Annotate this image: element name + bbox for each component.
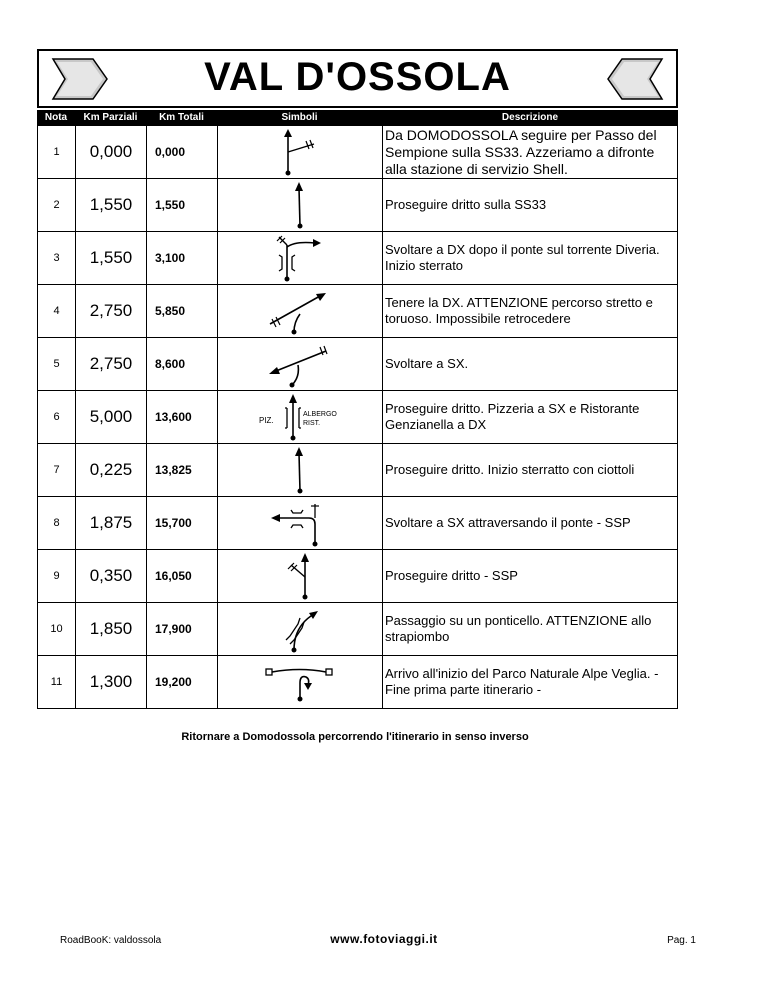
cell-symbol (218, 550, 383, 602)
table-row (38, 391, 677, 444)
table-row (38, 338, 677, 391)
cell-symbol (218, 232, 383, 284)
straight-fork-icon (275, 551, 325, 601)
cell-km-parziali: 1,300 (76, 656, 147, 708)
cell-symbol (218, 444, 383, 496)
table-row (38, 550, 677, 603)
header-km-totali: Km Totali (159, 112, 204, 123)
title-box (37, 49, 678, 108)
cell-descrizione: Proseguire dritto. Inizio sterratto con ciottoli (385, 462, 635, 477)
cell-descrizione: Arrivo all'inizio del Parco Naturale Alpe Veglia. - Fine prima parte itinerario - (385, 666, 659, 697)
header-km-parziali: Km Parziali (83, 112, 138, 123)
left-bridge-icon (265, 498, 335, 548)
left-turn-icon (260, 339, 340, 389)
header-simboli: Simboli (281, 112, 318, 123)
cell-km-totali: 19,200 (147, 656, 218, 708)
small-bridge-icon (270, 604, 330, 654)
cell-nota: 11 (38, 656, 76, 708)
table-row (38, 285, 677, 338)
cell-km-totali: 15,700 (147, 497, 218, 549)
cell-nota: 7 (38, 444, 76, 496)
cell-descrizione: Passaggio su un ponticello. ATTENZIONE allo strapiombo (385, 613, 652, 644)
cell-descrizione: Svoltare a SX attraversando il ponte - SSP (385, 515, 631, 530)
cell-nota: 10 (38, 603, 76, 655)
cell-nota: 2 (38, 179, 76, 231)
cell-km-parziali: 5,000 (76, 391, 147, 443)
cell-descrizione: Da DOMODOSSOLA seguire per Passo del Sempione sulla SS33. Azzeriamo a difronte alla stazione di servizio Shell. (385, 126, 657, 177)
ristorante-label: RIST. (303, 420, 321, 427)
table-row (38, 126, 677, 179)
cell-nota: 5 (38, 338, 76, 390)
cell-descrizione: Svoltare a SX. (385, 356, 469, 371)
cell-km-totali: 1,550 (147, 179, 218, 231)
cell-km-totali: 5,850 (147, 285, 218, 337)
cell-km-totali: 16,050 (147, 550, 218, 602)
table-row (38, 232, 677, 285)
cell-descrizione: Proseguire dritto sulla SS33 (385, 197, 547, 212)
cell-km-parziali: 1,550 (76, 232, 147, 284)
pizzeria-albergo-icon (245, 392, 355, 442)
cell-descrizione: Proseguire dritto - SSP (385, 568, 518, 583)
table-row (38, 603, 677, 656)
table-row (38, 179, 677, 232)
chevron-left-icon (606, 57, 664, 101)
cell-km-totali: 13,825 (147, 444, 218, 496)
cell-km-totali: 17,900 (147, 603, 218, 655)
footer-website[interactable]: www.fotoviaggi.it (330, 932, 438, 946)
cell-km-totali: 3,100 (147, 232, 218, 284)
cell-nota: 1 (38, 126, 76, 178)
right-turn-bridge-icon (265, 233, 335, 283)
cell-km-parziali: 2,750 (76, 285, 147, 337)
return-note: Ritornare a Domodossola percorrendo l'itinerario in senso inverso (181, 731, 529, 743)
cell-km-totali: 0,000 (147, 126, 218, 178)
straight-arrow-icon (285, 445, 315, 495)
cell-nota: 8 (38, 497, 76, 549)
table-row (38, 656, 677, 709)
cell-descrizione: Proseguire dritto. Pizzeria a SX e Ristorante Genzianella a DX (385, 401, 640, 432)
cell-symbol (218, 126, 383, 178)
cell-nota: 3 (38, 232, 76, 284)
keep-right-icon (260, 286, 340, 336)
cell-km-parziali: 0,350 (76, 550, 147, 602)
straight-arrow-icon (285, 180, 315, 230)
cell-nota: 9 (38, 550, 76, 602)
table-row (38, 497, 677, 550)
header-descrizione: Descrizione (501, 112, 559, 123)
cell-km-parziali: 2,750 (76, 338, 147, 390)
cell-km-parziali: 0,000 (76, 126, 147, 178)
cell-descrizione: Tenere la DX. ATTENZIONE percorso stretto e toruoso. Impossibile retrocedere (385, 295, 653, 326)
cell-symbol (218, 285, 383, 337)
cell-km-parziali: 1,850 (76, 603, 147, 655)
cell-symbol (218, 391, 383, 443)
table-row (38, 444, 677, 497)
footer-roadbook-name: RoadBooK: valdossola (60, 935, 162, 946)
table-header (37, 110, 678, 126)
header-nota: Nota (44, 112, 68, 123)
cell-symbol (218, 338, 383, 390)
page-title: VAL D'OSSOLA (204, 55, 511, 99)
cell-descrizione: Svoltare a DX dopo il ponte sul torrente Diveria. Inizio sterrato (385, 242, 660, 273)
cell-symbol (218, 603, 383, 655)
cell-symbol (218, 656, 383, 708)
cell-km-parziali: 1,550 (76, 179, 147, 231)
footer-page-number: Pag. 1 (667, 935, 696, 946)
roadbook-table (37, 126, 678, 709)
cell-km-totali: 13,600 (147, 391, 218, 443)
cell-symbol (218, 497, 383, 549)
end-park-icon (260, 657, 340, 707)
start-junction-icon (270, 127, 330, 177)
cell-km-totali: 8,600 (147, 338, 218, 390)
cell-nota: 4 (38, 285, 76, 337)
cell-km-parziali: 0,225 (76, 444, 147, 496)
cell-symbol (218, 179, 383, 231)
albergo-label: ALBERGO (303, 411, 337, 418)
cell-km-parziali: 1,875 (76, 497, 147, 549)
pizzeria-label: PIZ. (259, 416, 274, 425)
cell-nota: 6 (38, 391, 76, 443)
